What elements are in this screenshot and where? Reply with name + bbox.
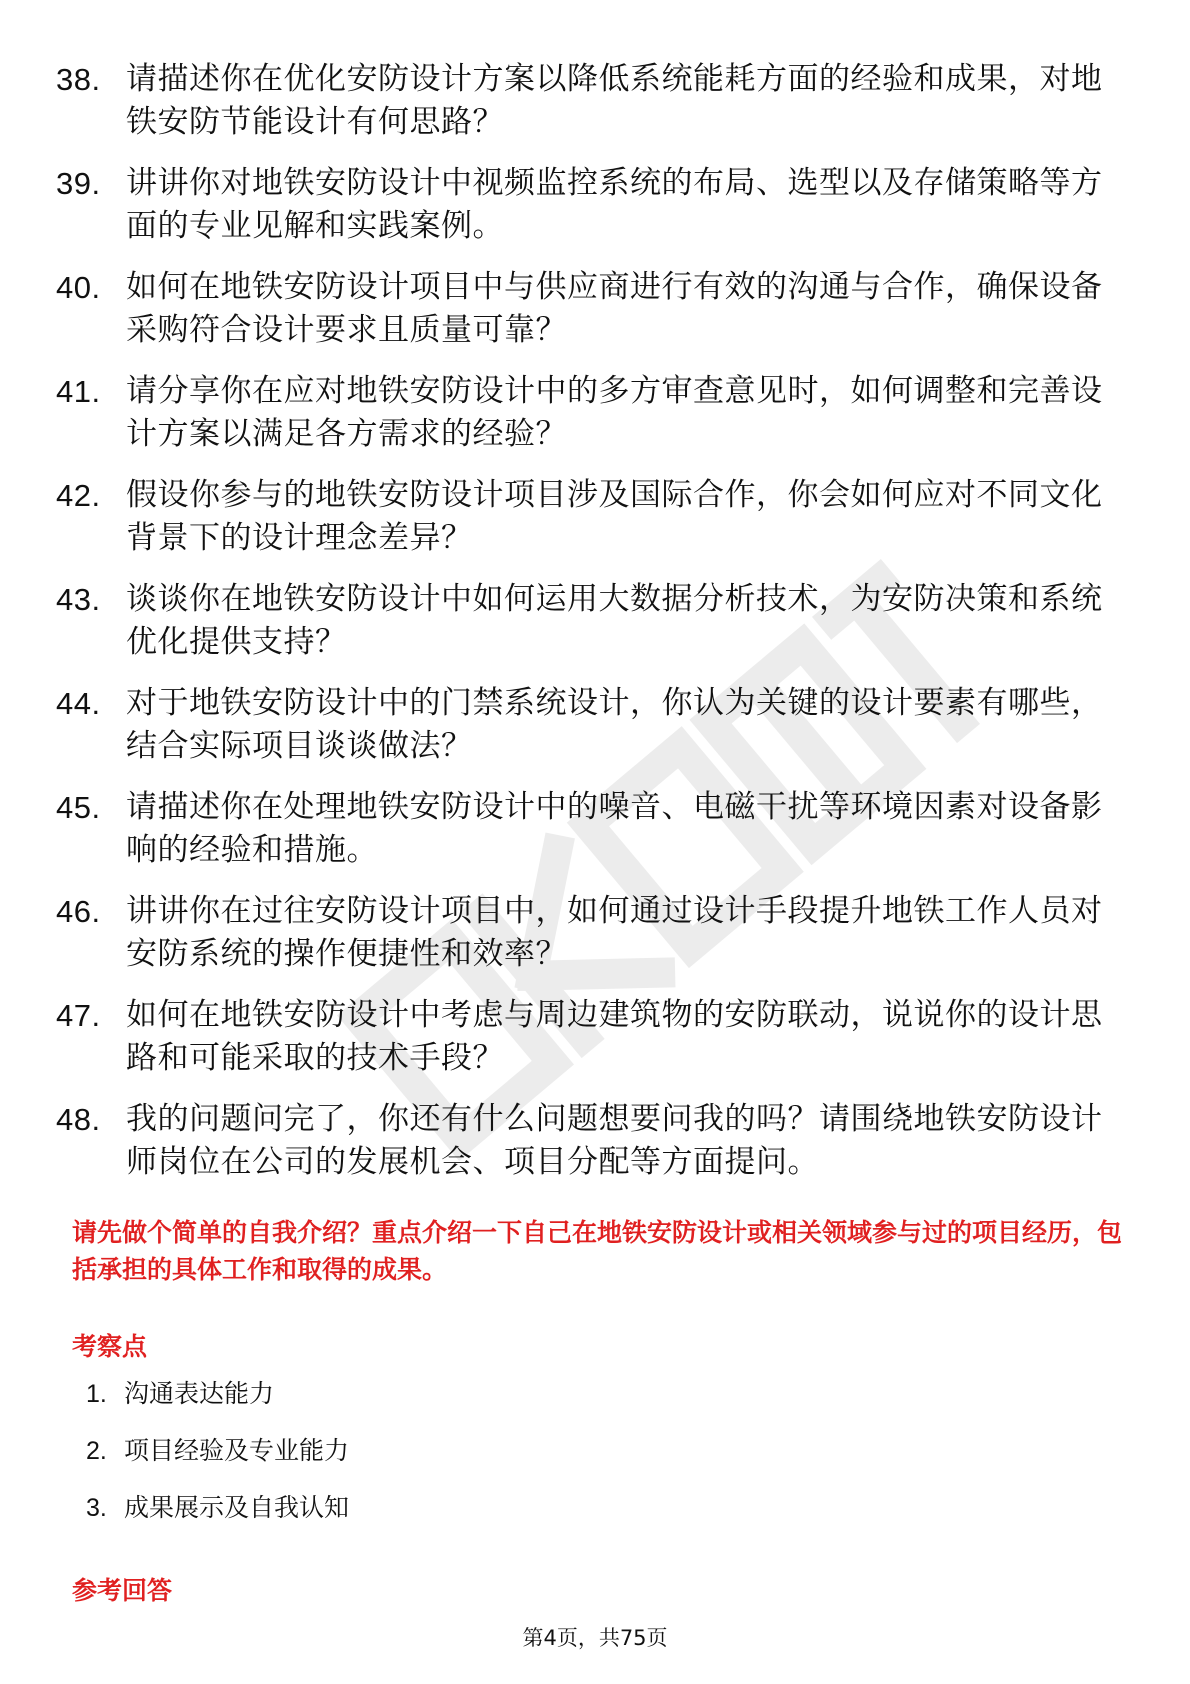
question-list [56, 58, 1116, 1202]
question-item [56, 682, 1116, 768]
assessment-text: 成果展示及自我认知 [124, 1493, 350, 1522]
question-text: 如何在地铁安防设计中考虑与周边建筑物的安防联动，说说你的设计思路和可能采取的技术手段？ [126, 997, 1103, 1076]
assessment-text: 沟通表达能力 [124, 1379, 275, 1408]
question-item [56, 786, 1116, 872]
page-footer: 第4页，共75页 [522, 1626, 668, 1650]
question-number: 41. [56, 374, 101, 409]
question-item [56, 1098, 1116, 1184]
question-text: 请描述你在优化安防设计方案以降低系统能耗方面的经验和成果，对地铁安防节能设计有何思路？ [126, 61, 1103, 140]
question-number: 45. [56, 790, 101, 825]
question-item [56, 578, 1116, 664]
question-number: 44. [56, 686, 101, 721]
assessment-number: 3. [86, 1494, 107, 1522]
assessment-text: 项目经验及专业能力 [124, 1436, 350, 1465]
question-number: 40. [56, 270, 101, 305]
question-number: 43. [56, 582, 101, 617]
question-item [56, 58, 1116, 144]
question-item [56, 162, 1116, 248]
question-text: 请描述你在处理地铁安防设计中的噪音、电磁干扰等环境因素对设备影响的经验和措施。 [126, 789, 1103, 868]
assessment-item [86, 1377, 349, 1411]
question-text: 我的问题问完了，你还有什么问题想要问我的吗？请围绕地铁安防设计师岗位在公司的发展机会、项目分配等方面提问。 [126, 1101, 1103, 1180]
question-number: 47. [56, 998, 101, 1033]
assessment-item [86, 1491, 349, 1525]
question-item [56, 994, 1116, 1080]
question-text: 谈谈你在地铁安防设计中如何运用大数据分析技术，为安防决策和系统优化提供支持？ [126, 581, 1103, 660]
question-number: 48. [56, 1102, 101, 1137]
interview-prompt: 请先做个简单的自我介绍？重点介绍一下自己在地铁安防设计或相关领域参与过的项目经历，包括承担的具体工作和取得的成果。 [72, 1218, 1123, 1284]
assessment-title: 考察点 [72, 1332, 148, 1361]
assessment-list [86, 1377, 349, 1548]
question-item [56, 890, 1116, 976]
question-item [56, 474, 1116, 560]
reference-title: 参考回答 [72, 1576, 173, 1605]
question-number: 42. [56, 478, 101, 513]
question-text: 请分享你在应对地铁安防设计中的多方审查意见时，如何调整和完善设计方案以满足各方需求的经验？ [126, 373, 1103, 452]
question-text: 讲讲你在过往安防设计项目中，如何通过设计手段提升地铁工作人员对安防系统的操作便捷性和效率？ [126, 893, 1103, 972]
question-number: 46. [56, 894, 101, 929]
question-number: 38. [56, 62, 101, 97]
question-text: 讲讲你对地铁安防设计中视频监控系统的布局、选型以及存储策略等方面的专业见解和实践案例。 [126, 165, 1103, 244]
question-item [56, 370, 1116, 456]
assessment-number: 1. [86, 1380, 107, 1408]
question-text: 假设你参与的地铁安防设计项目涉及国际合作，你会如何应对不同文化背景下的设计理念差异？ [126, 477, 1103, 556]
assessment-number: 2. [86, 1437, 107, 1465]
assessment-item [86, 1434, 349, 1468]
question-text: 如何在地铁安防设计项目中与供应商进行有效的沟通与合作，确保设备采购符合设计要求且质量可靠？ [126, 269, 1103, 348]
question-item [56, 266, 1116, 352]
question-text: 对于地铁安防设计中的门禁系统设计，你认为关键的设计要素有哪些，结合实际项目谈谈做法？ [126, 685, 1103, 764]
question-number: 39. [56, 166, 101, 201]
